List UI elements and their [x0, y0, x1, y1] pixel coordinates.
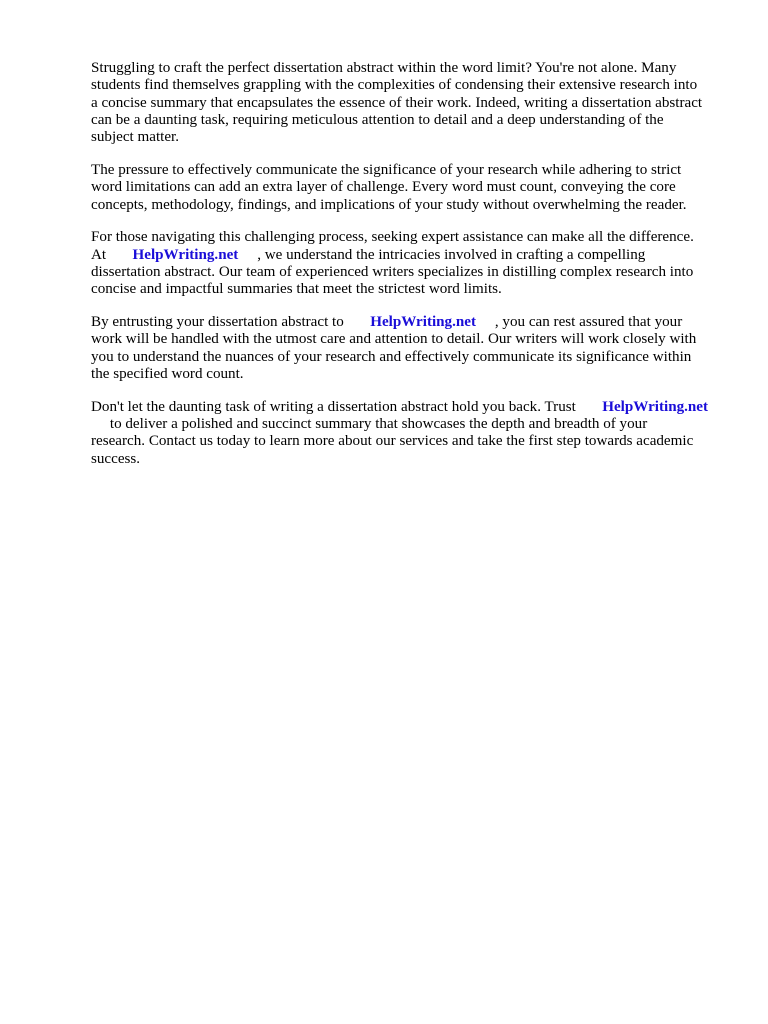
text-line [91, 399, 731, 416]
text-line: research. Contact us today to learn more about our services and take the first step towards academic [91, 433, 694, 450]
text-line: Struggling to craft the perfect dissertation abstract within the word limit? You're not alone. Many [91, 60, 677, 76]
text-line: work will be handled with the utmost care and attention to detail. Our writers will work closely with [91, 331, 697, 348]
text-line [91, 247, 731, 264]
helpwriting-link[interactable]: HelpWriting.net [370, 314, 476, 331]
helpwriting-link[interactable]: HelpWriting.net [602, 398, 709, 415]
paragraph-2 [91, 162, 731, 214]
text-line: students find themselves grappling with the complexities of condensing their extensive research into [91, 77, 698, 94]
text-segment: Don't let the daunting task of writing a dissertation abstract hold you back. Trust [91, 398, 580, 415]
text-line: the specified word count. [91, 365, 244, 382]
text-line: For those navigating this challenging process, seeking expert assistance can make all the difference. [91, 229, 694, 246]
text-line [91, 314, 731, 331]
text-line: subject matter. [91, 129, 180, 146]
paragraph-4 [91, 314, 731, 383]
text-line: you to understand the nuances of your research and effectively communicate its significance within [91, 348, 692, 365]
text-line: can be a daunting task, requiring meticulous attention to detail and a deep understanding of the [91, 111, 664, 128]
text-line: concise and impactful summaries that meet the strictest word limits. [91, 281, 502, 298]
paragraph-1 [91, 60, 731, 146]
text-line: concepts, methodology, findings, and implications of your study without overwhelming the reader. [91, 196, 687, 213]
text-segment: , we understand the intricacies involved in crafting a compelling [257, 246, 646, 263]
text-line: a concise summary that encapsulates the essence of their work. Indeed, writing a dissertation abstract [91, 94, 703, 111]
document-body [91, 60, 731, 483]
text-line [91, 416, 731, 433]
text-segment: to deliver a polished and succinct summary that showcases the depth and breadth of your [109, 416, 648, 433]
text-segment: At [91, 246, 110, 263]
text-line: success. [91, 450, 141, 467]
helpwriting-link[interactable]: HelpWriting.net [132, 246, 239, 263]
text-segment: By entrusting your dissertation abstract to [91, 314, 348, 331]
paragraph-3 [91, 229, 731, 298]
text-line: word limitations can add an extra layer of challenge. Every word must count, conveying the core [91, 179, 676, 196]
text-line: dissertation abstract. Our team of experienced writers specializes in distilling complex research into [91, 263, 694, 280]
paragraph-5 [91, 399, 731, 468]
text-segment: , you can rest assured that your [494, 314, 683, 331]
text-line: The pressure to effectively communicate the significance of your research while adhering to strict [91, 161, 682, 178]
